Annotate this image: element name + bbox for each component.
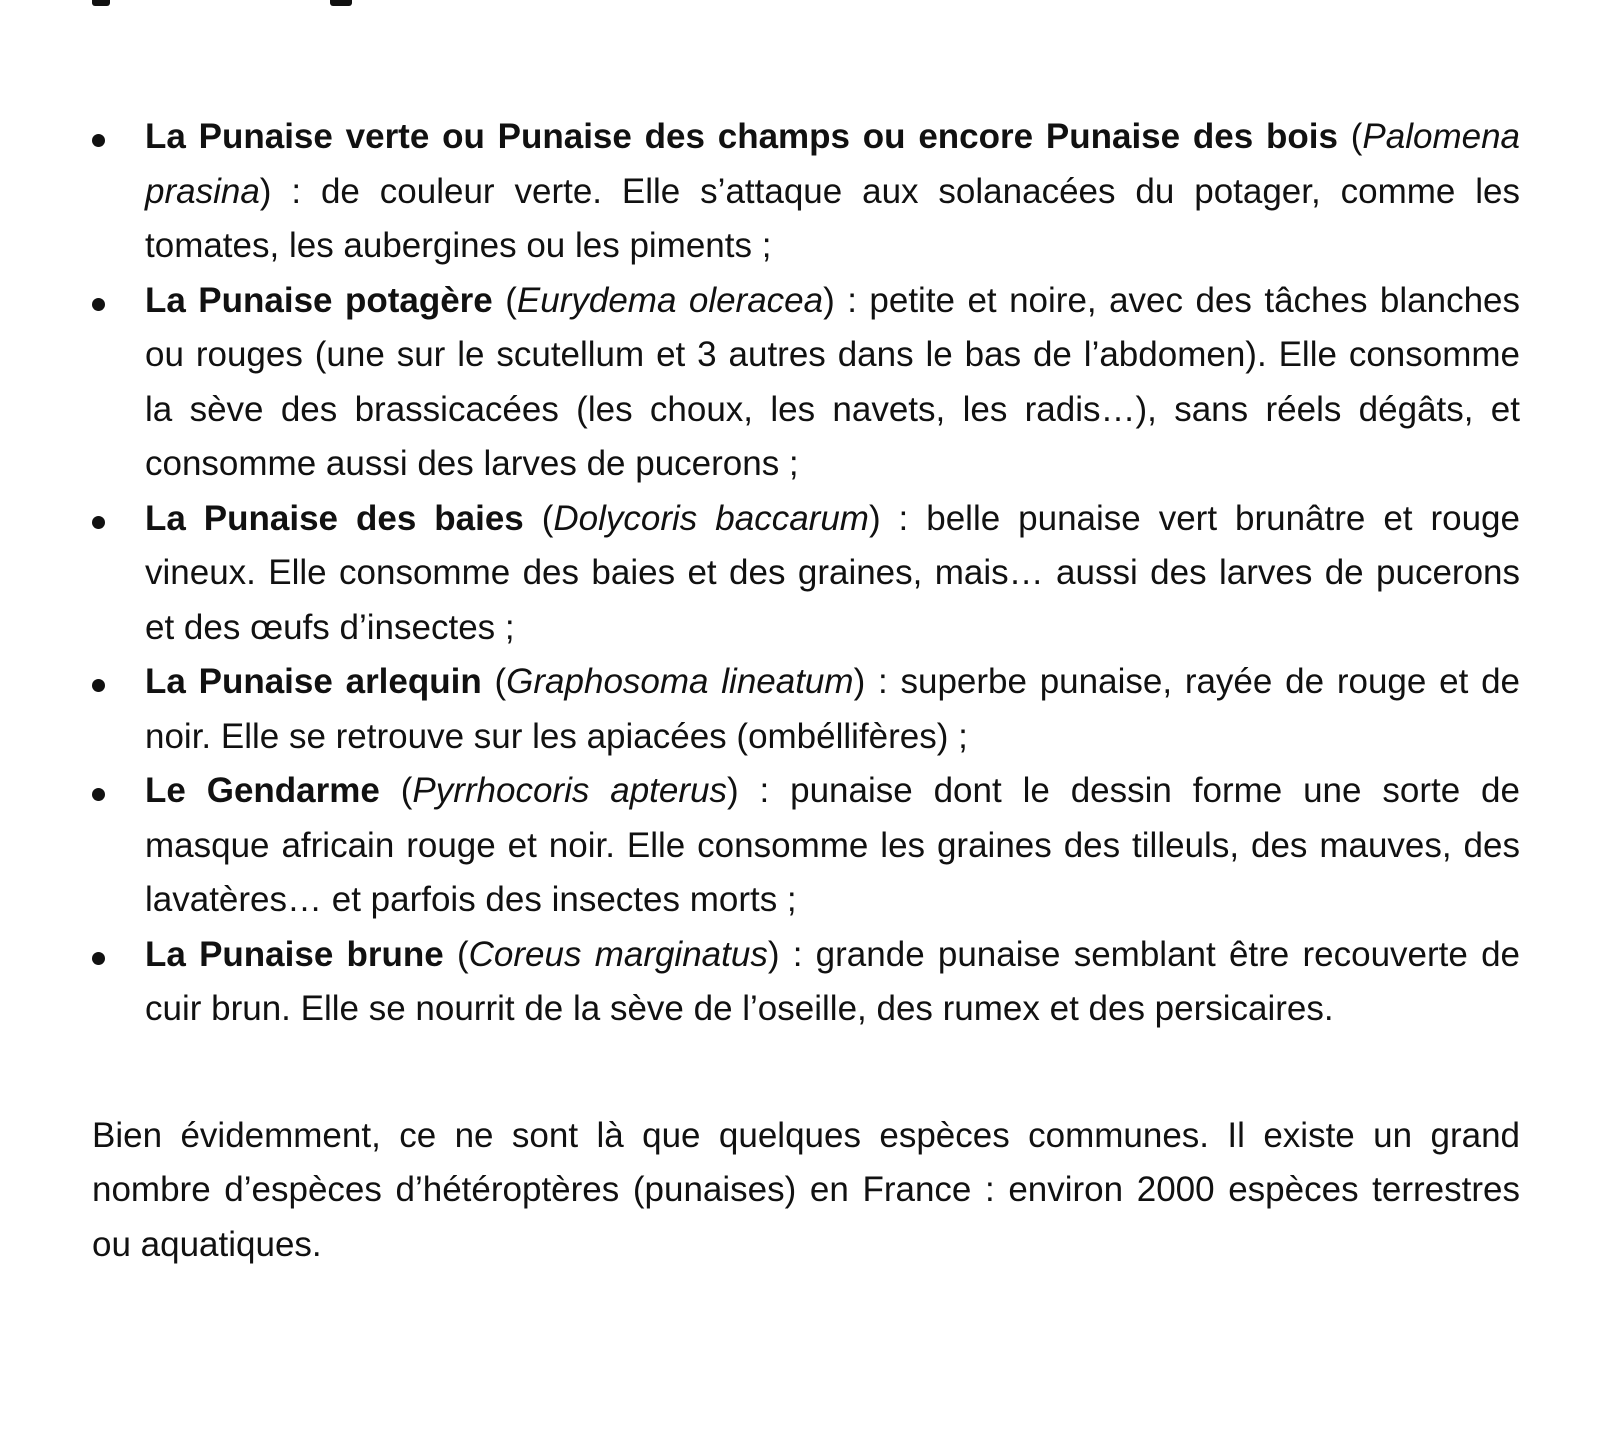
species-description: ) : punaise dont le dessin forme une sorte de masque africain rouge et noir. Elle consomme les graines des tilleuls, des mauves, des lavatères… et parfois des insectes morts ;: [145, 771, 1520, 919]
species-common-name: La Punaise brune: [145, 934, 444, 974]
species-item: [92, 655, 1520, 764]
species-common-name: La Punaise potagère: [145, 280, 493, 320]
species-common-name: Le Gendarme: [145, 771, 380, 810]
species-description: ) : petite et noire, avec des tâches blanches ou rouges (une sur le scutellum et 3 autres dans le bas de l’abdomen). Elle consomme la sève des brassicacées (les choux, les navets, les radis…), sans réels dégâts, et consomme aussi des larves de pucerons ;: [145, 280, 1521, 483]
species-common-name: La Punaise arlequin: [145, 662, 482, 701]
species-description: ) : grande punaise semblant être recouverte de cuir brun. Elle se nourrit de la sève de l’oseille, des rumex et des persicaires.: [145, 934, 1520, 1028]
species-latin-name: Eurydema oleracea: [516, 280, 824, 320]
species-common-name: La Punaise verte ou Punaise des champs ou encore Punaise des bois: [145, 117, 1338, 156]
bullet-icon: [92, 134, 105, 147]
species-paren: (: [379, 771, 413, 810]
bullet-icon: [92, 952, 105, 965]
bullet-icon: [92, 679, 105, 692]
species-latin-name: Pyrrhocoris apterus: [412, 771, 727, 810]
species-description: ) : belle punaise vert brunâtre et rouge vineux. Elle consomme des baies et des graines, mais… aussi des larves de pucerons et des œufs d’insectes ;: [145, 498, 1520, 647]
cropped-heading: [92, 0, 432, 8]
species-latin-name: Dolycoris baccarum: [553, 498, 869, 538]
species-item: [92, 110, 1520, 274]
species-paren: (: [1337, 117, 1363, 156]
species-latin-name: Graphosoma lineatum: [506, 662, 854, 701]
species-item: [92, 274, 1520, 492]
bullet-icon: [92, 516, 105, 529]
species-item: [92, 492, 1520, 656]
species-paren: (: [492, 280, 517, 320]
species-paren: (: [481, 662, 507, 701]
bullet-icon: [92, 788, 105, 801]
article-body: [92, 110, 1520, 1272]
species-latin-name: Palomena prasina: [145, 117, 1520, 211]
species-common-name: La Punaise des baies: [145, 498, 524, 538]
bullet-icon: [92, 298, 105, 311]
species-paren: (: [443, 934, 469, 974]
species-description: ) : superbe punaise, rayée de rouge et de noir. Elle se retrouve sur les apiacées (ombéllifères) ;: [145, 662, 1520, 756]
species-item: [92, 764, 1520, 928]
species-item: [92, 928, 1520, 1037]
species-list: [92, 110, 1520, 1037]
species-latin-name: Coreus marginatus: [468, 934, 768, 974]
species-description: ) : de couleur verte. Elle s’attaque aux solanacées du potager, comme les tomates, les aubergines ou les piments ;: [145, 171, 1520, 265]
closing-paragraph: Bien évidemment, ce ne sont là que quelques espèces communes. Il existe un grand nombre d’espèces d’hétéroptères (punaises) en France : environ 2000 espèces terrestres ou aquatiques.: [92, 1115, 1520, 1264]
species-paren: (: [523, 498, 554, 538]
